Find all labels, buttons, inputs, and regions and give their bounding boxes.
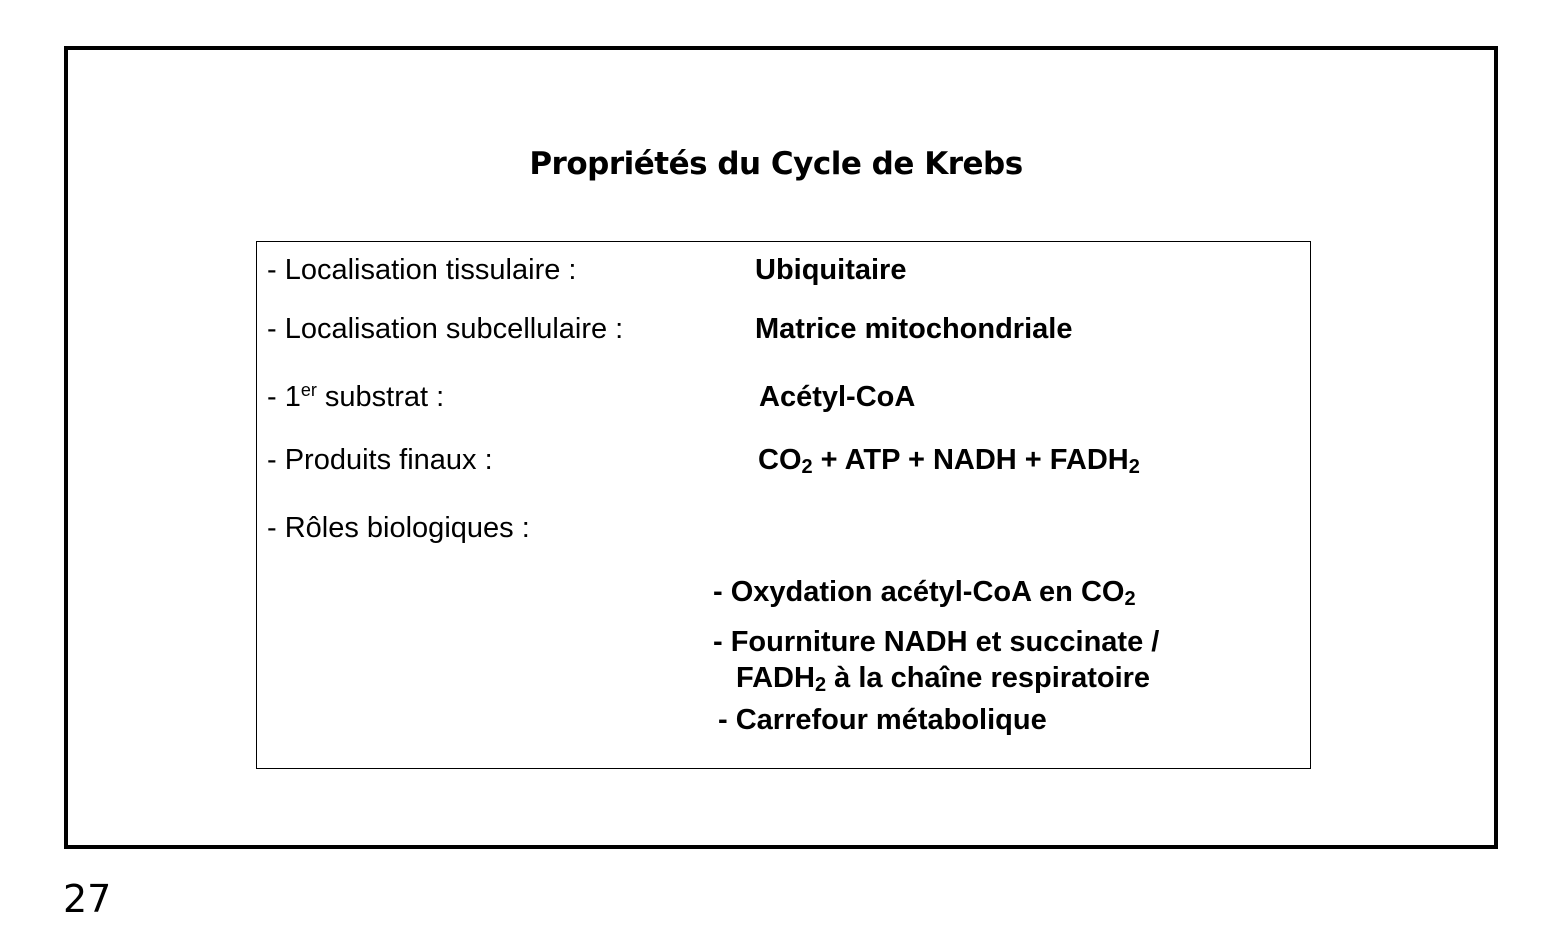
- final-products-middle: + ATP + NADH + FADH: [812, 444, 1129, 476]
- final-products-co-subscript: 2: [801, 456, 813, 478]
- final-products-label: - Produits finaux :: [267, 444, 493, 476]
- first-substrate-label: [267, 380, 445, 413]
- role-supply-line1: - Fourniture NADH et succinate /: [713, 626, 1160, 658]
- tissue-localisation-value: Ubiquitaire: [755, 254, 907, 286]
- first-substrate-label-superscript: er: [300, 380, 317, 400]
- role-supply-line2: [736, 662, 1151, 696]
- first-substrate-value: Acétyl-CoA: [759, 381, 916, 413]
- role-oxidation-text: - Oxydation acétyl-CoA en CO: [713, 576, 1125, 608]
- page-number: 27: [63, 877, 112, 921]
- slide-title: Propriétés du Cycle de Krebs: [529, 146, 1023, 182]
- role-supply-subscript: 2: [814, 674, 827, 696]
- final-products-co: CO: [758, 444, 802, 476]
- biological-roles-label: - Rôles biologiques :: [267, 512, 530, 544]
- role-oxidation: [713, 576, 1136, 610]
- subcellular-localisation-value: Matrice mitochondriale: [755, 313, 1073, 345]
- final-products-value: [758, 444, 1140, 478]
- role-metabolic-crossroads: - Carrefour métabolique: [718, 704, 1047, 736]
- role-oxidation-subscript: 2: [1124, 588, 1136, 610]
- first-substrate-label-prefix: - 1: [267, 381, 301, 413]
- subcellular-localisation-label: - Localisation subcellulaire :: [267, 313, 624, 345]
- first-substrate-label-suffix: substrat :: [316, 381, 445, 413]
- role-supply-fadh: FADH: [736, 662, 815, 694]
- final-products-fadh-subscript: 2: [1128, 456, 1140, 478]
- tissue-localisation-label: - Localisation tissulaire :: [267, 254, 577, 286]
- role-supply-rest: à la chaîne respiratoire: [826, 662, 1151, 694]
